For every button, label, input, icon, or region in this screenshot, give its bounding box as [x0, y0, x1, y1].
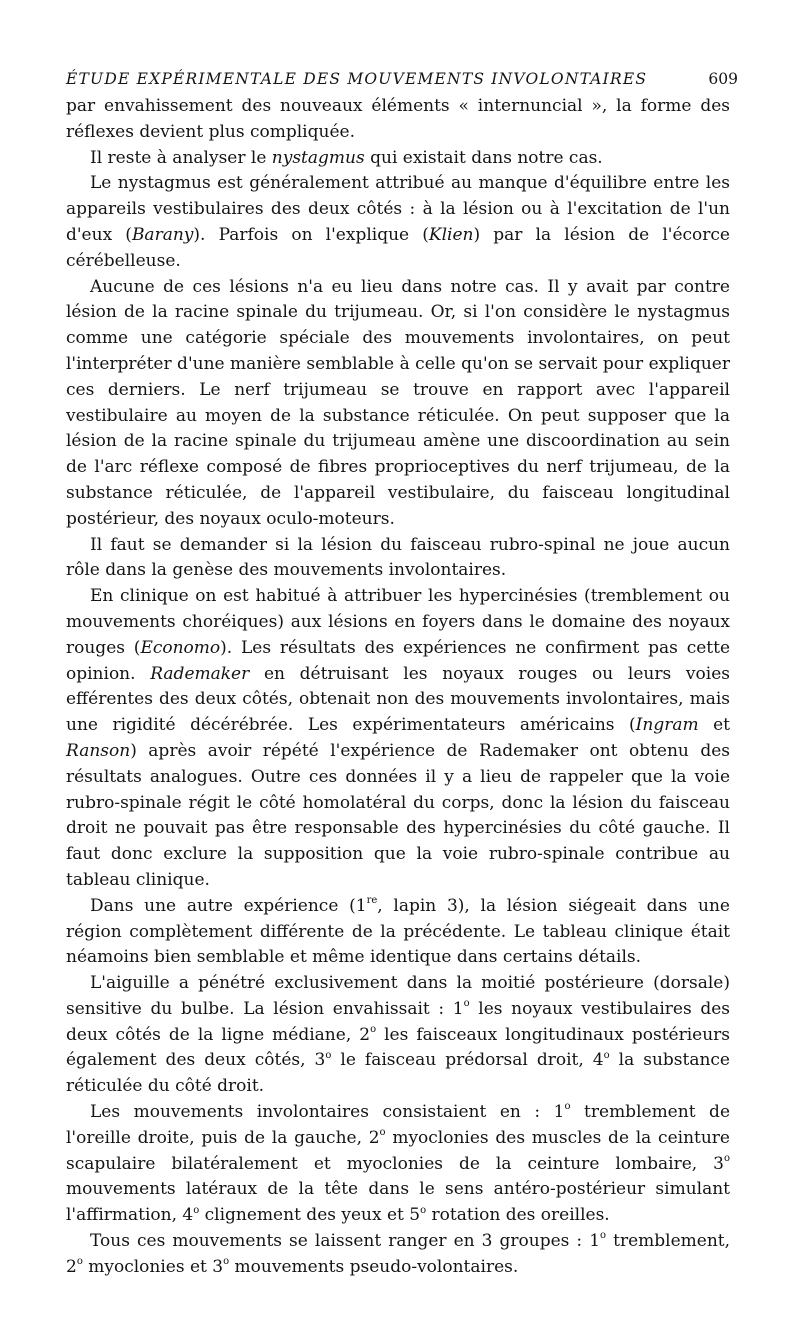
paragraph-nystagmus-intro: Il reste à analyser le nystagmus qui existait dans notre cas. [90, 147, 603, 168]
author-economo: Economo [140, 637, 221, 658]
paragraph-continuation: par envahissement des nouveaux éléments « internuncial », la forme des réflexes devient plus compliquée. [66, 96, 730, 142]
paragraph-experience-1: Dans une autre expérience (1re, lapin 3), la lésion siégeait dans une région complètement différente de la précédente. Le tableau clinique était néamoins bien semblable et même identique dans certains détails. [66, 895, 730, 968]
paragraph-rubro-spinal-question: Il faut se demander si la lésion du faisceau rubro-spinal ne joue aucun rôle dans la genèse des mouvements involontaires. [66, 534, 730, 581]
author-rademaker: Rademaker [150, 663, 250, 684]
page-number: 609 [708, 70, 738, 88]
author-ingram: Ingram [635, 715, 699, 736]
paragraph-mouvements-involontaires: Les mouvements involontaires consistaient en : 1$^o$ tremblement de l'oreille droite, puis de la gauche, 2$^o$ myoclonies des muscles de la ceinture scapulaire bilatéralement et myoclonies de la ceinture lombaire, 3$^o$ mouvements latéraux de la tête dans le sens antéro-postérieur simulant l'affirmation, 4$^o$ clignement des yeux et 5$^o$ rotation des oreilles. [66, 1101, 731, 1226]
paragraph-hypercinesies: En clinique on est habitué à attribuer les hypercinésies (tremblement ou mouvements choréiques) aux lésions en foyers dans le domaine des noyaux rouges (Economo). Les résultats des expériences ne confirment pas cette opinion. Rademaker en détruisant les noyaux rouges ou leurs voies efférentes des deux côtés, obtenait non des mouvements involontaires, mais une rigidité décérébrée. Les expérimentateurs américains (Ingram et Ranson) après avoir répété l'expérience de Rademaker ont obtenu des résultats analogues. Outre ces données il y a lieu de rappeler que la voie rubro-spinale régit le côté homolatéral du corps, donc la lésion du faisceau droit ne pouvait pas être responsable des hypercinésies du côté gauche. Il faut donc exclure la supposition que la voie rubro-spinale contribue au tableau clinique. [66, 586, 731, 890]
author-barany: Barany [131, 224, 194, 245]
book-page [66, 64, 738, 1281]
running-title: ÉTUDE EXPÉRIMENTALE DES MOUVEMENTS INVOLONTAIRES [66, 70, 648, 88]
paragraph-trijumeau: Aucune de ces lésions n'a eu lieu dans notre cas. Il y avait par contre lésion de la racine spinale du trijumeau. Or, si l'on considère le nystagmus comme une catégorie spéciale des mouvements involontaires, on peut l'interpréter d'une manière semblable à celle qu'on se servait pour expliquer ces derniers. Le nerf trijumeau se trouve en rapport avec l'appareil vestibulaire au moyen de la substance réticulée. On peut supposer que la lésion de la racine spinale du trijumeau amène une discoordination au sein de l'arc réflexe composé de fibres proprioceptives du nerf trijumeau, de la substance réticulée, de l'appareil vestibulaire, du faisceau longitudinal postérieur, des noyaux oculo-moteurs. [66, 276, 730, 529]
author-klien: Klien [428, 224, 474, 245]
term-nystagmus: nystagmus [271, 147, 365, 168]
paragraph-nystagmus-causes: Le nystagmus est généralement attribué au manque d'équilibre entre les appareils vestibulaires des deux côtés : à la lésion ou à l'excitation de l'un d'eux (Barany). Parfois on l'explique (Klien) par la lésion de l'écorce cérébelleuse. [66, 173, 730, 271]
paragraph-aiguille: L'aiguille a pénétré exclusivement dans la moitié postérieure (dorsale) sensitive du bulbe. La lésion envahissait : 1$^o$ les noyaux vestibulaires des deux côtés de la ligne médiane, 2$^o$ les faisceaux longitudinaux postérieurs également des deux côtés, 3$^o$ le faisceau prédorsal droit, 4$^o$ la substance réticulée du côté droit. [66, 973, 731, 1097]
body-text [66, 94, 730, 1281]
running-header [66, 64, 738, 94]
author-ranson: Ranson [66, 740, 131, 761]
paragraph-groupes: Tous ces mouvements se laissent ranger en 3 groupes : 1$^o$ tremblement, 2$^o$ myoclonies et 3$^o$ mouvements pseudo-volontaires. [66, 1230, 731, 1277]
